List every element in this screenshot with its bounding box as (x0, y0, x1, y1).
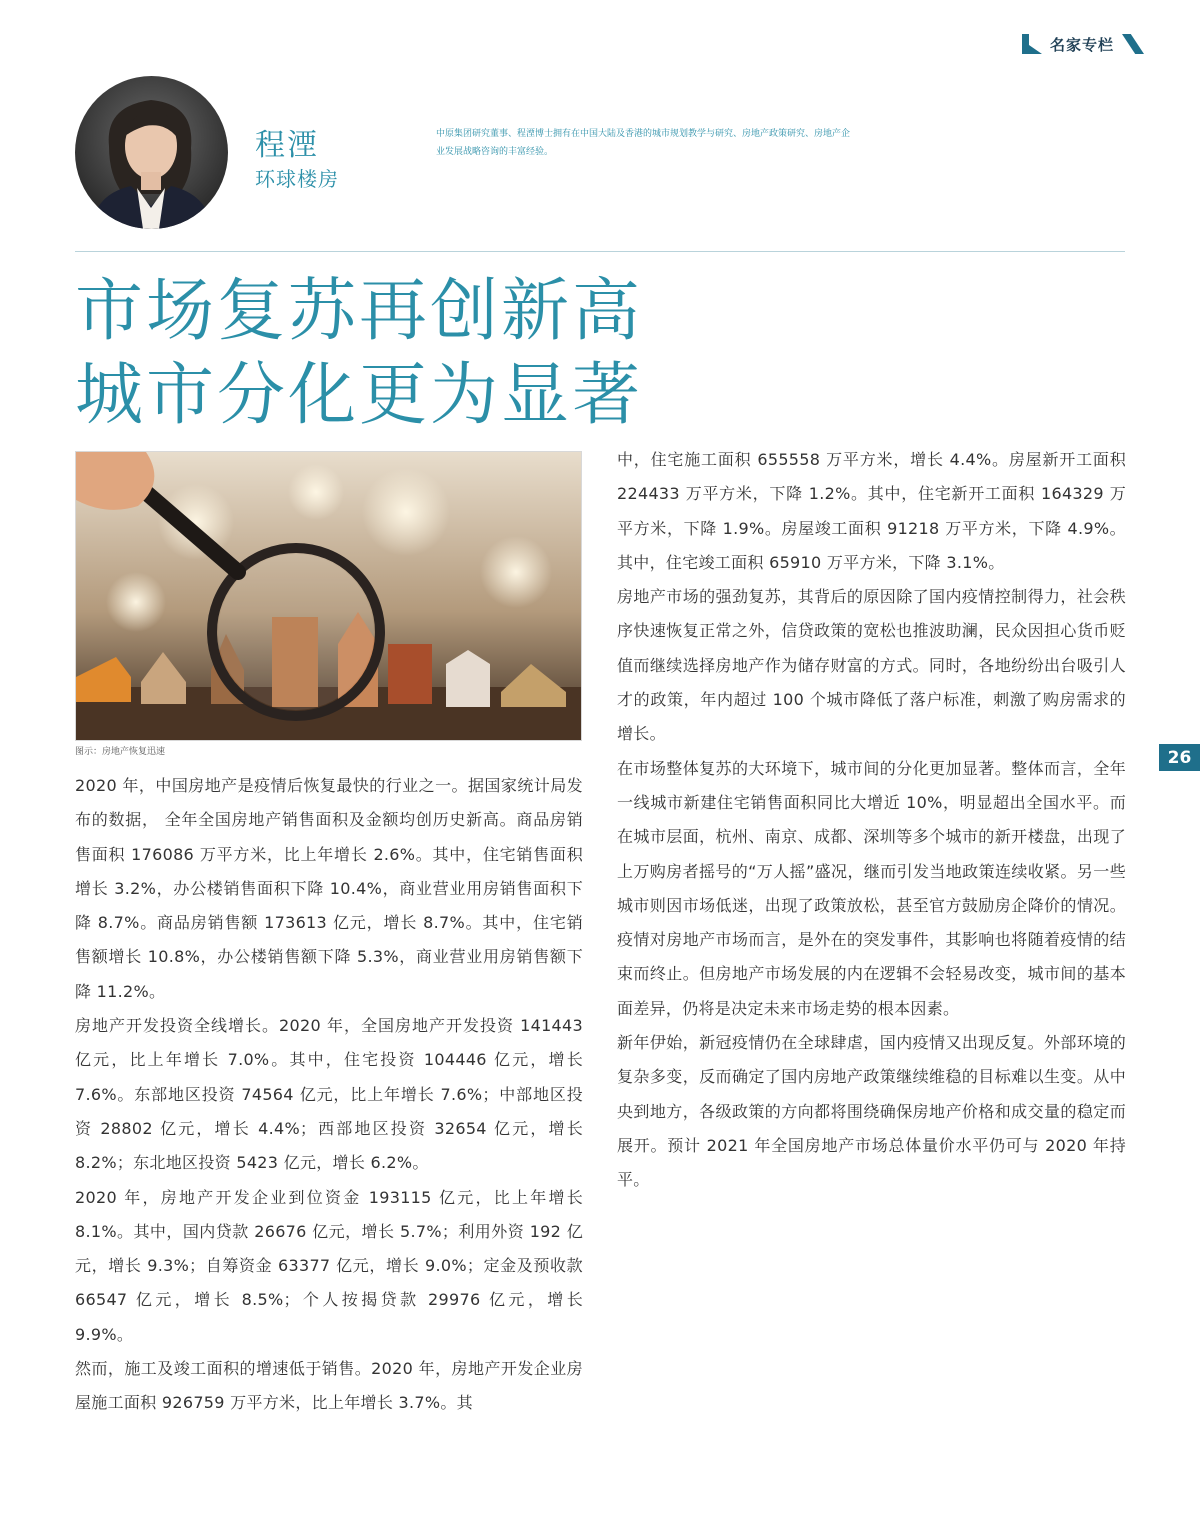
paragraph: 2020 年，房地产开发企业到位资金 193115 亿元，比上年增长 8.1%。其中，国内贷款 26676 亿元，增长 5.7%；利用外资 192 亿元，增长 9.3%；自筹资金 63377 亿元，增长 9.0%；定金及预收款 66547 亿元，增长 8.5%；个人按揭贷款 29976 亿元，增长 9.9%。 (75, 1187, 583, 1344)
header-divider (75, 251, 1125, 252)
author-name: 程湮 (255, 128, 319, 163)
paragraph: 房地产开发投资全线增长。2020 年，全国房地产开发投资 141443 亿元，比上年增长 7.0%。其中，住宅投资 104446 亿元，增长 7.6%。东部地区投资 74564 亿元，比上年增长 7.6%；中部地区投资 28802 亿元，增长 4.4%；西部地区投资 32654 亿元，增长 8.2%；东北地区投资 5423 亿元，增长 6.2%。 (75, 1016, 583, 1173)
article-column-right (617, 443, 1126, 1198)
paragraph: 中，住宅施工面积 655558 万平方米，增长 4.4%。房屋新开工面积 224433 万平方米，下降 1.2%。其中，住宅新开工面积 164329 万平方米，下降 1.9%。房屋竣工面积 91218 万平方米，下降 4.9%。其中，住宅竣工面积 65910 万平方米，下降 3.1%。 (617, 450, 1126, 572)
slash-mark-icon (1122, 34, 1144, 54)
section-tag-label: 名家专栏 (1049, 35, 1114, 54)
author-bio: 中原集团研究董事、程湮博士拥有在中国大陆及香港的城市规划教学与研究、房地产政策研究、房地产企业发展战略咨询的丰富经验。 (436, 129, 851, 157)
section-tag (1022, 30, 1144, 58)
corner-mark-icon (1022, 34, 1042, 54)
article-headline (75, 270, 643, 438)
article-column-left (75, 769, 583, 1421)
headline-line-1: 市场复苏再创新高 (75, 272, 644, 351)
image-caption: 图示：房地产恢复迅速 (75, 747, 166, 757)
paragraph: 新年伊始，新冠疫情仍在全球肆虐，国内疫情又出现反复。外部环境的复杂多变，反而确定了国内房地产政策继续维稳的目标难以生变。从中央到地方，各级政策的方向都将围绕确保房地产价格和成交量的稳定而展开。预计 2021 年全国房地产市场总体量价水平仍可与 2020 年持平。 (617, 1033, 1126, 1190)
article-photo (75, 451, 582, 741)
paragraph: 在市场整体复苏的大环境下，城市间的分化更加显著。整体而言，全年一线城市新建住宅销售面积同比大增近 10%，明显超出全国水平。而在城市层面，杭州、南京、成都、深圳等多个城市的新开楼盘，出现了上万购房者摇号的“万人摇”盛况，继而引发当地政策连续收紧。另一些城市则因市场低迷，出现了政策放松，甚至官方鼓励房企降价的情况。疫情对房地产市场而言，是外在的突发事件，其影响也将随着疫情的结束而终止。但房地产市场发展的内在逻辑不会轻易改变，城市间的基本面差异，仍将是决定未来市场走势的根本因素。 (617, 758, 1126, 1018)
headline-line-2: 城市分化更为显著 (75, 356, 644, 435)
page-number: 26 (1159, 744, 1200, 771)
paragraph: 房地产市场的强劲复苏，其背后的原因除了国内疫情控制得力，社会秩序快速恢复正常之外，信贷政策的宽松也推波助澜，民众因担心货币贬值而继续选择房地产作为储存财富的方式。同时，各地纷纷出台吸引人才的政策，年内超过 100 个城市降低了落户标准，刺激了购房需求的增长。 (617, 587, 1126, 744)
paragraph: 2020 年，中国房地产是疫情后恢复最快的行业之一。据国家统计局发布的数据， 全年全国房地产销售面积及金额均创历史新高。商品房销售面积 176086 万平方米，比上年增长 2.6%。其中，住宅销售面积增长 3.2%，办公楼销售面积下降 10.4%，商业营业用房销售面积下降 8.7%。商品房销售额 173613 亿元，增长 8.7%。其中，住宅销售额增长 10.8%，办公楼销售额下降 5.3%，商业营业用房销售额下降 11.2%。 (75, 776, 583, 1001)
author-organization: 环球楼房 (255, 167, 339, 191)
author-avatar (75, 76, 228, 229)
paragraph: 然而，施工及竣工面积的增速低于销售。2020 年，房地产开发企业房屋施工面积 926759 万平方米，比上年增长 3.7%。其 (75, 1359, 583, 1413)
